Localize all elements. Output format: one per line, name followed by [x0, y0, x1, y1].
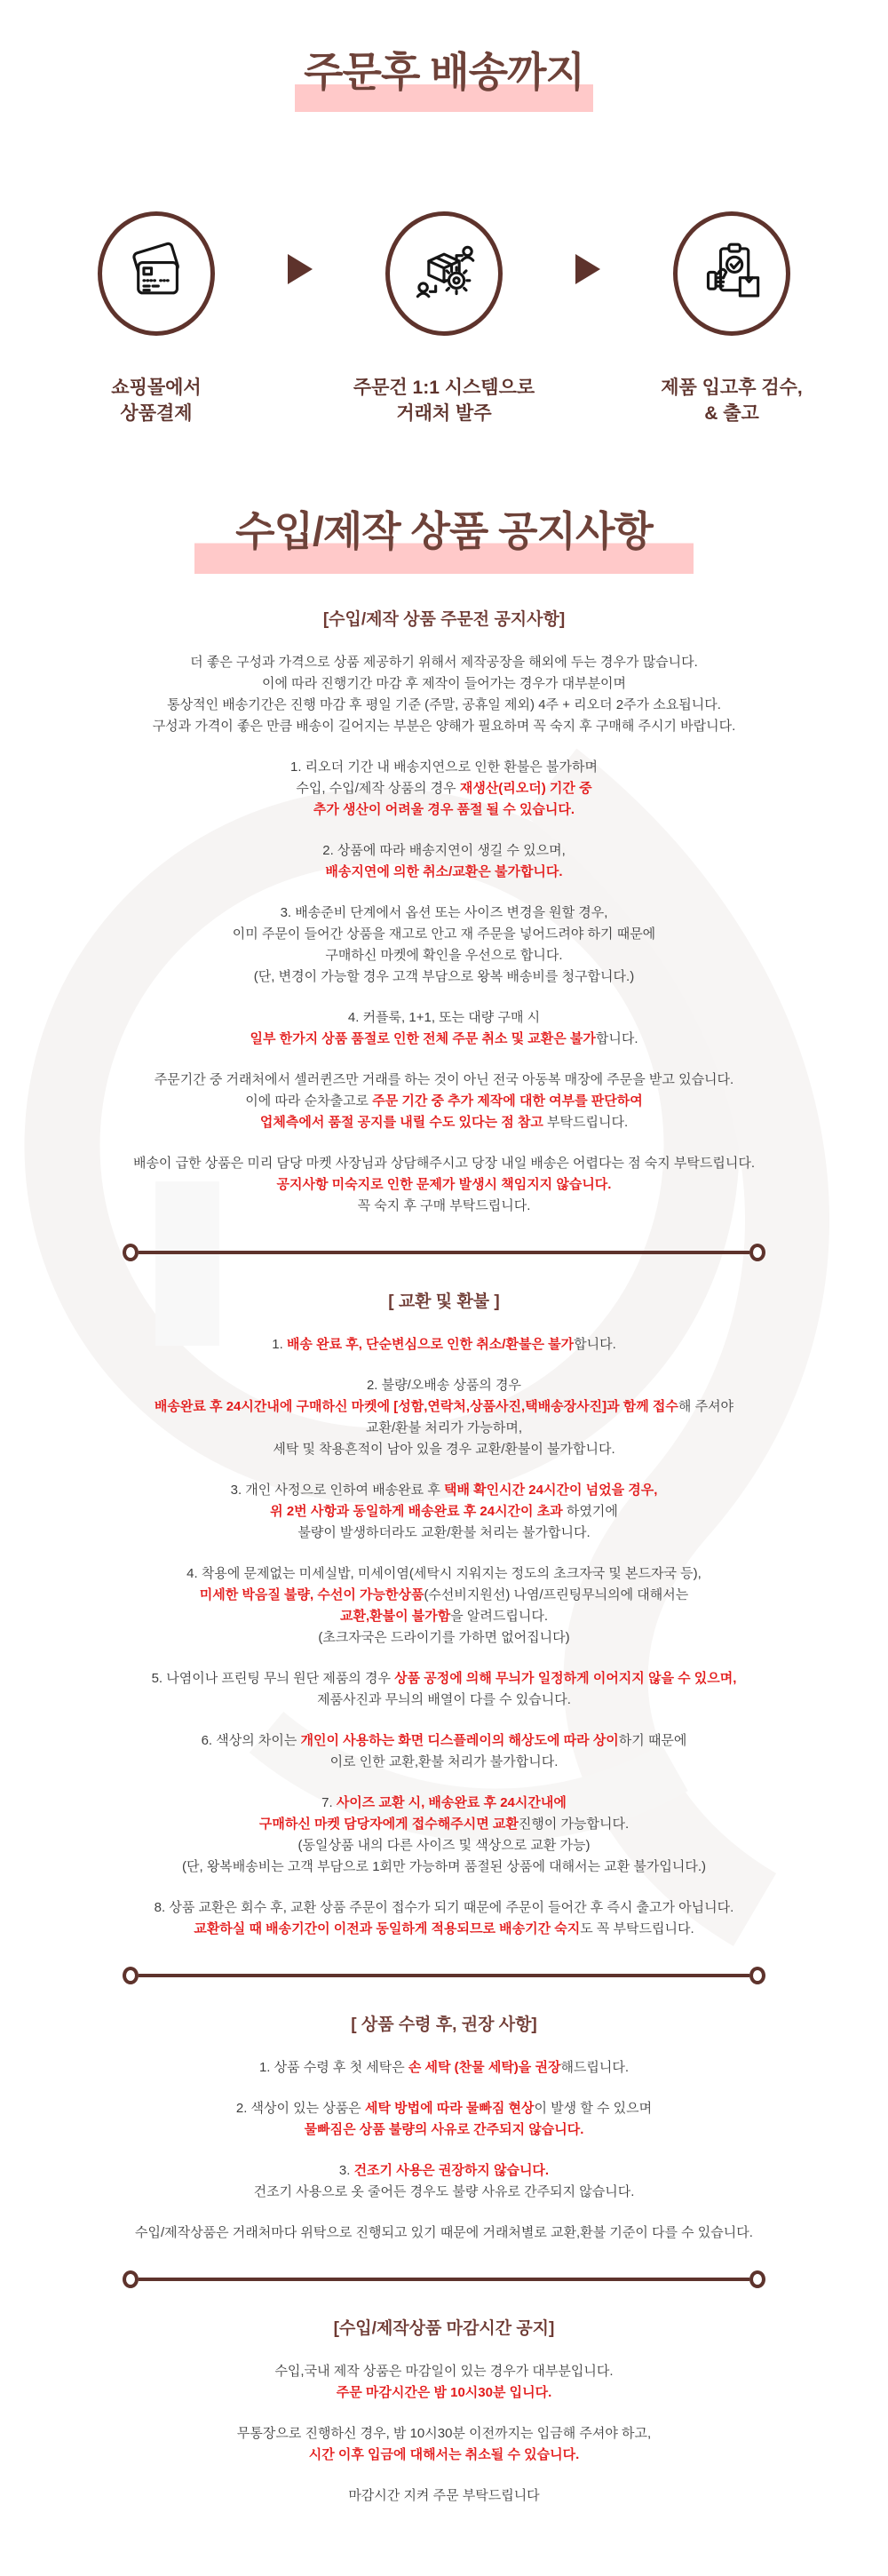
- notice-paragraph: [27, 2222, 861, 2244]
- step-label: [55, 375, 258, 427]
- notice-text: 3. 배송준비 단계에서 옵션 또는 사이즈 변경을 원할 경우,: [280, 905, 608, 921]
- notice-line: [27, 1793, 861, 1814]
- step-label-line1: 제품 입고후 검수,: [661, 377, 803, 398]
- notice-text: 3. 개인 사정으로 인하여 배송완료 후: [230, 1483, 444, 1499]
- notice-text: 1.: [272, 1337, 287, 1353]
- notice-text-emphasis: 교환하실 때 배송기간이 이전과 동일하게 적용되므로 배송기간 숙지: [194, 1921, 581, 1937]
- notice-text: 수입, 수입/제작 상품의 경우: [296, 781, 460, 797]
- divider-ring-icon: [749, 1967, 765, 1984]
- notice-line: [27, 1690, 861, 1711]
- notice-line: [27, 1606, 861, 1627]
- notice-line: [27, 840, 861, 862]
- notice-text-emphasis: 개인이 사용하는 화면 디스플레이의 해상도에 따라 상이: [300, 1733, 619, 1749]
- notice-paragraph: [27, 840, 861, 883]
- notice-line: [27, 1919, 861, 1940]
- notice-line: [27, 2182, 861, 2203]
- notice-line: [27, 609, 861, 631]
- notice-line: [27, 1069, 861, 1091]
- notice-line: [27, 2382, 861, 2404]
- notice-line: [27, 2098, 861, 2119]
- notice-text: 을 알려드립니다.: [450, 1609, 549, 1625]
- notice-line: [27, 1396, 861, 1418]
- notice-text-emphasis: 시간 이후 입금에 대해서는 취소될 수 있습니다.: [308, 2447, 580, 2463]
- notice-paragraph: [27, 1153, 861, 1217]
- step-label: [630, 375, 833, 427]
- notice-text: (단, 왕복배송비는 고객 부담으로 1회만 가능하며 품절된 상품에 대해서는 교환 불가입니다.): [182, 1859, 706, 1875]
- notice-line: [27, 1563, 861, 1585]
- notice-paragraph: [27, 1793, 861, 1878]
- notice-paragraph: [27, 1563, 861, 1649]
- notice-text: (단, 변경이 가능할 경우 고객 부담으로 왕복 배송비를 청구합니다.): [253, 969, 635, 985]
- notice-text: 진행이 가능합니다.: [518, 1817, 630, 1833]
- notice-line: [27, 1814, 861, 1835]
- section-divider: [0, 2270, 888, 2288]
- notice-text: 7.: [321, 1795, 337, 1811]
- notice-line: [27, 1196, 861, 1217]
- notice-line: [27, 1174, 861, 1196]
- arrow-right-icon: [575, 254, 600, 284]
- notice-text-emphasis: 택배 확인시간 24시간이 넘었을 경우,: [444, 1483, 658, 1499]
- notice-line: [27, 924, 861, 945]
- section-header: [27, 2015, 861, 2036]
- step-label: [343, 375, 545, 427]
- step-label-line2: & 출고: [704, 403, 759, 425]
- notice-line: [27, 1029, 861, 1050]
- notice-line: [27, 2222, 861, 2244]
- notice-text: 구매하신 마켓에 확인을 우선으로 합니다.: [325, 948, 563, 964]
- notice-text-emphasis: 사이즈 교환 시, 배송완료 후 24시간내에: [336, 1795, 567, 1811]
- notice-line: [27, 1007, 861, 1029]
- notice-text: 이로 인한 교환,환불 처리가 불가합니다.: [329, 1754, 559, 1770]
- notice-line: [27, 1627, 861, 1649]
- step-circle: [673, 211, 790, 336]
- notice-paragraph: [27, 1007, 861, 1050]
- notice-paragraph: [27, 1730, 861, 1773]
- notice-text-emphasis: 세탁 방법에 따라 물빠짐 현상: [364, 2101, 535, 2117]
- notice-text-emphasis: 미세한 박음질 불량, 수선이 가능한상품: [199, 1587, 424, 1603]
- notice-line: [27, 1112, 861, 1133]
- notice-body: [0, 609, 888, 2507]
- notice-text: 부탁드립니다.: [543, 1115, 629, 1131]
- divider-ring-icon: [749, 2270, 765, 2288]
- notice-text-emphasis: 구매하신 마켓 담당자에게 접수해주시면 교환: [258, 1817, 519, 1833]
- notice-section-title: [0, 505, 888, 575]
- notice-line: [27, 799, 861, 821]
- notice-text: 2. 상품에 따라 배송지연이 생길 수 있으며,: [322, 843, 566, 859]
- page-title-highlight: 주문후 배송까지: [295, 46, 593, 112]
- inspection-icon: [697, 239, 766, 308]
- notice-text-emphasis: 업체측에서 품절 공지를 내릴 수도 있다는 점 참고: [259, 1115, 543, 1131]
- divider-ring-icon: [123, 1967, 139, 1984]
- notice-text: 배송이 급한 상품은 미리 담당 마켓 사장님과 상담해주시고 당장 내일 배송은 어렵다는 점 숙지 부탁드립니다.: [132, 1156, 756, 1172]
- notice-text: 1. 리오더 기간 내 배송지연으로 인한 환불은 불가하며: [290, 759, 598, 775]
- notice-paragraph: [27, 2485, 861, 2507]
- section-header: [27, 2318, 861, 2340]
- step-payment: [55, 211, 258, 427]
- divider-line: [139, 2278, 749, 2281]
- notice-text-emphasis: 추가 생산이 어려울 경우 품절 될 수 있습니다.: [313, 802, 575, 818]
- notice-text: [수입/제작상품 마감시간 공지]: [333, 2319, 555, 2339]
- notice-text-emphasis: 교환,환불이 불가함: [339, 1609, 451, 1625]
- notice-line: [27, 1585, 861, 1606]
- notice-line: [27, 2119, 861, 2141]
- notice-text: 수입/제작상품은 거래처마다 위탁으로 진행되고 있기 때문에 거래처별로 교환,환불 기준이 다를 수 있습니다.: [135, 2225, 753, 2241]
- notice-text: 마감시간 지켜 주문 부탁드립니다: [348, 2488, 540, 2504]
- divider-line: [139, 1251, 749, 1254]
- notice-text: 통상적인 배송기간은 진행 마감 후 평일 기준 (주말, 공휴일 제외) 4주 + 리오더 2주가 소요됩니다.: [167, 697, 721, 713]
- section-divider: [0, 1967, 888, 1984]
- notice-paragraph: [27, 1480, 861, 1544]
- notice-text: 꼭 숙지 후 구매 부탁드립니다.: [357, 1198, 531, 1214]
- notice-line: [27, 673, 861, 695]
- notice-line: [27, 2485, 861, 2507]
- notice-line: [27, 1091, 861, 1112]
- notice-text-emphasis: 재생산(리오더) 기간 중: [459, 781, 592, 797]
- notice-line: [27, 778, 861, 799]
- step-label-line1: 주문건 1:1 시스템으로: [353, 377, 535, 398]
- notice-text: 1. 상품 수령 후 첫 세탁은: [258, 2060, 408, 2076]
- notice-text: 제품사진과 무늬의 배열이 다를 수 있습니다.: [317, 1692, 571, 1708]
- notice-text: 4. 착용에 문제없는 미세실밥, 미세이염(세탁시 지워지는 정도의 초크자국 및 본드자국 등),: [186, 1566, 702, 1582]
- notice-text: 4. 커플룩, 1+1, 또는 대량 구매 시: [347, 1010, 541, 1026]
- page-title: [0, 0, 888, 112]
- notice-text: 무통장으로 진행하신 경우, 밤 10시30분 이전까지는 입금해 주셔야 하고,: [236, 2426, 652, 2442]
- notice-line: [27, 1668, 861, 1690]
- notice-line: [27, 1835, 861, 1856]
- notice-paragraph: [27, 757, 861, 821]
- notice-line: [27, 757, 861, 778]
- notice-line: [27, 2445, 861, 2466]
- notice-paragraph: [27, 2160, 861, 2203]
- notice-line: [27, 1856, 861, 1878]
- notice-line: [27, 1501, 861, 1523]
- notice-paragraph: [27, 652, 861, 737]
- notice-text: 구성과 가격이 좋은 만큼 배송이 길어지는 부분은 양해가 필요하며 꼭 숙지 후 구매해 주시기 바랍니다.: [152, 719, 736, 735]
- divider-line: [139, 1974, 749, 1977]
- notice-line: [27, 1730, 861, 1752]
- notice-text-emphasis: 물빠짐은 상품 불량의 사유로 간주되지 않습니다.: [304, 2122, 584, 2138]
- notice-line: [27, 1292, 861, 1313]
- notice-text-emphasis: 위 2번 사항과 동일하게 배송완료 후 24시간이 초과: [270, 1504, 563, 1520]
- notice-paragraph: [27, 2361, 861, 2404]
- notice-text-emphasis: 배송지연에 의한 취소/교환은 불가합니다.: [325, 864, 563, 880]
- notice-text: 건조기 사용으로 옷 줄어든 경우도 불량 사유로 간주되지 않습니다.: [253, 2184, 635, 2200]
- notice-text: 해드립니다.: [560, 2060, 630, 2076]
- notice-paragraph: [27, 2423, 861, 2466]
- notice-line: [27, 2015, 861, 2036]
- notice-line: [27, 1480, 861, 1501]
- notice-text: 도 꼭 부탁드립니다.: [580, 1921, 694, 1937]
- notice-line: [27, 2361, 861, 2382]
- notice-text: 교환/환불 처리가 가능하며,: [365, 1420, 523, 1436]
- notice-paragraph: [27, 1668, 861, 1711]
- notice-text: 3.: [338, 2163, 354, 2179]
- notice-paragraph: [27, 902, 861, 988]
- notice-text: 해 주셔야: [678, 1399, 734, 1415]
- notice-line: [27, 945, 861, 966]
- notice-text: 주문기간 중 거래처에서 셀러퀸즈만 거래를 하는 것이 아닌 전국 아동복 매장에 주문을 받고 있습니다.: [154, 1072, 734, 1088]
- notice-text: 세탁 및 착용흔적이 남아 있을 경우 교환/환불이 불가합니다.: [273, 1442, 615, 1458]
- notice-line: [27, 2160, 861, 2182]
- notice-text: (수선비지원선) 나염/프린팅무늬의에 대해서는: [424, 1587, 689, 1603]
- divider-ring-icon: [749, 1244, 765, 1261]
- step-label-line2: 거래처 발주: [396, 403, 492, 425]
- order-system-icon: [409, 239, 479, 308]
- notice-line: [27, 1334, 861, 1356]
- notice-text-emphasis: 손 세탁 (찬물 세탁)을 권장: [408, 2060, 561, 2076]
- notice-text: 수입,국내 제작 상품은 마감일이 있는 경우가 대부분입니다.: [274, 2364, 614, 2380]
- section-header: [27, 1292, 861, 1313]
- notice-line: [27, 902, 861, 924]
- step-inspection: [630, 211, 833, 427]
- divider-ring-icon: [123, 1244, 139, 1261]
- step-order-system: [343, 211, 545, 427]
- notice-text: 5. 나염이나 프린팅 무늬 원단 제품의 경우: [151, 1671, 395, 1687]
- credit-card-icon: [122, 239, 191, 308]
- notice-line: [27, 1523, 861, 1544]
- notice-text: 이미 주문이 들어간 상품을 재고로 안고 재 주문을 넣어드려야 하기 때문에: [232, 926, 656, 942]
- notice-text: 합니다.: [595, 1031, 638, 1047]
- notice-paragraph: [27, 2098, 861, 2141]
- notice-line: [27, 862, 861, 883]
- notice-line: [27, 2057, 861, 2079]
- notice-line: [27, 716, 861, 737]
- notice-text: 6. 색상의 차이는: [201, 1733, 301, 1749]
- notice-text: 합니다.: [574, 1337, 616, 1353]
- notice-text-emphasis: 일부 한가지 상품 품절로 인한 전체 주문 취소 및 교환은 불가: [250, 1031, 596, 1047]
- notice-text: 2. 불량/오배송 상품의 경우: [366, 1378, 522, 1394]
- section-divider: [0, 1244, 888, 1261]
- notice-text: 이 발생 할 수 있으며: [534, 2101, 653, 2117]
- notice-line: [27, 2318, 861, 2340]
- notice-text-emphasis: 배송 완료 후, 단순변심으로 인한 취소/환불은 불가: [286, 1337, 575, 1353]
- notice-paragraph: [27, 1897, 861, 1940]
- notice-text-emphasis: 상품 공정에 의해 무늬가 일정하게 이어지지 않을 수 있으며,: [394, 1671, 737, 1687]
- notice-line: [27, 1752, 861, 1773]
- notice-line: [27, 695, 861, 716]
- notice-text: 2. 색상이 있는 상품은: [235, 2101, 365, 2117]
- notice-text: 8. 상품 교환은 회수 후, 교환 상품 주문이 접수가 되기 때문에 주문이 들어간 후 즉시 출고가 아닙니다.: [154, 1900, 734, 1916]
- notice-text: 더 좋은 구성과 가격으로 상품 제공하기 위해서 제작공장을 해외에 두는 경우가 많습니다.: [190, 655, 698, 671]
- divider-ring-icon: [123, 2270, 139, 2288]
- notice-text-emphasis: 주문 기간 중 추가 제작에 대한 여부를 판단하여: [372, 1093, 643, 1109]
- order-process-steps: [0, 211, 888, 427]
- notice-line: [27, 1897, 861, 1919]
- notice-paragraph: [27, 1334, 861, 1356]
- notice-text: 하였기에: [562, 1504, 618, 1520]
- notice-text: (동일상품 내의 다른 사이즈 및 색상으로 교환 가능): [297, 1838, 591, 1854]
- section-header: [27, 609, 861, 631]
- notice-text: [ 상품 수령 후, 권장 사항]: [351, 2015, 537, 2035]
- notice-text: 하기 때문에: [618, 1733, 687, 1749]
- notice-text: [ 교환 및 환불 ]: [388, 1292, 500, 1312]
- notice-text: 이에 따라 순차출고로: [245, 1093, 373, 1109]
- notice-text-emphasis: 공지사항 미숙지로 인한 문제가 발생시 책임지지 않습니다.: [276, 1177, 612, 1193]
- notice-text: 불량이 발생하더라도 교환/환불 처리는 불가합니다.: [297, 1525, 591, 1541]
- step-circle: [98, 211, 215, 336]
- notice-text: [수입/제작 상품 주문전 공지사항]: [322, 610, 566, 630]
- notice-text: 이에 따라 진행기간 마감 후 제작이 들어가는 경우가 대부분이며: [261, 676, 627, 692]
- arrow-right-icon: [288, 254, 313, 284]
- notice-text-emphasis: 주문 마감시간은 밤 10시30분 입니다.: [336, 2385, 552, 2401]
- notice-line: [27, 1439, 861, 1460]
- step-label-line2: 상품결제: [120, 403, 193, 425]
- notice-paragraph: [27, 1375, 861, 1460]
- step-circle: [385, 211, 503, 336]
- notice-line: [27, 652, 861, 673]
- notice-section-title-highlight: 수입/제작 상품 공지사항: [194, 505, 694, 575]
- notice-paragraph: [27, 2057, 861, 2079]
- notice-line: [27, 1153, 861, 1174]
- notice-line: [27, 2423, 861, 2445]
- notice-text-emphasis: 건조기 사용은 권장하지 않습니다.: [353, 2163, 550, 2179]
- notice-line: [27, 1375, 861, 1396]
- notice-text: (초크자국은 드라이기를 가하면 없어집니다): [318, 1630, 570, 1646]
- notice-text-emphasis: 배송완료 후 24시간내에 구매하신 마켓에 [성함,연락처,상품사진,택배송장사진]과 함께 접수: [154, 1399, 678, 1415]
- notice-line: [27, 966, 861, 988]
- step-label-line1: 쇼핑몰에서: [111, 377, 202, 398]
- notice-paragraph: [27, 1069, 861, 1133]
- notice-line: [27, 1418, 861, 1439]
